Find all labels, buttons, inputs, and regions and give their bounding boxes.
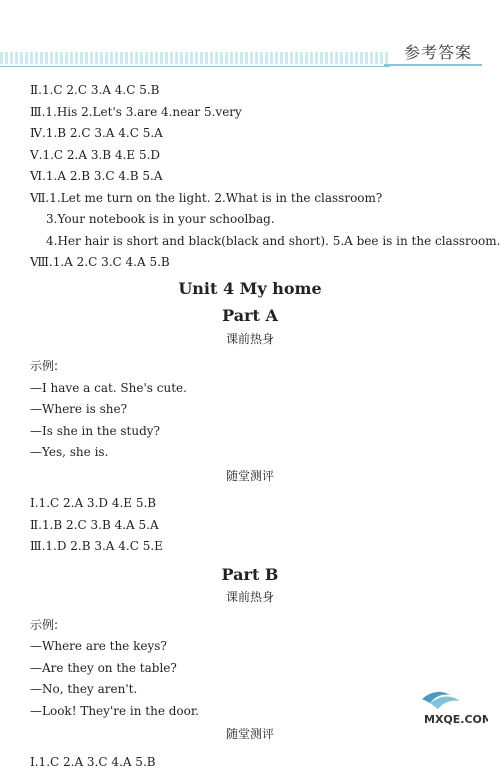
answer-line: 4.Her hair is short and black(black and short). 5.A bee is in the classroom. [30,231,470,253]
answer-content [30,80,470,773]
answer-line: Ⅳ.1.B 2.C 3.A 4.C 5.A [30,123,470,145]
answer-line: Ⅵ.1.A 2.B 3.C 4.B 5.A [30,166,470,188]
dialogue-line: —No, they aren't. [30,679,470,701]
header-title-rule [384,64,482,66]
part-a-title: Part A [30,305,470,327]
part-b-title: Part B [30,564,470,586]
page-header [0,0,500,72]
answer-line: Ⅰ.1.C 2.A 3.C 4.A 5.B [30,752,470,773]
dialogue-line: —Are they on the table? [30,658,470,680]
answer-line: Ⅲ.1.His 2.Let's 3.are 4.near 5.very [30,102,470,124]
dialogue-line: —I have a cat. She's cute. [30,378,470,400]
answer-line: Ⅲ.1.D 2.B 3.A 4.C 5.E [30,536,470,558]
header-title: 参考答案 [404,40,472,63]
answer-line: Ⅱ.1.B 2.C 3.B 4.A 5.A [30,515,470,537]
answer-line: Ⅶ.1.Let me turn on the light. 2.What is in the classroom? [30,188,470,210]
answer-line: 3.Your notebook is in your schoolbag. [30,209,470,231]
answer-line: Ⅷ.1.A 2.C 3.C 4.A 5.B [30,252,470,274]
dialogue-line: —Look! They're in the door. [30,701,470,723]
answer-line: Ⅱ.1.C 2.C 3.A 4.C 5.B [30,80,470,102]
part-a-test-title: 随堂测评 [30,466,470,488]
part-a-warmup-title: 课前热身 [30,329,470,351]
dialogue-line: —Where is she? [30,399,470,421]
watermark-logo [416,685,488,727]
answer-line: Ⅰ.1.C 2.A 3.D 4.E 5.B [30,493,470,515]
unit-title: Unit 4 My home [30,278,470,300]
part-b-test-title: 随堂测评 [30,724,470,746]
header-band [0,52,390,64]
dialogue-line: —Yes, she is. [30,442,470,464]
header-rule [0,66,390,67]
watermark-text: MXQE.COM [424,713,488,726]
dialogue-line: —Is she in the study? [30,421,470,443]
part-a-example-label: 示例: [30,356,470,378]
dialogue-line: —Where are the keys? [30,636,470,658]
answer-line: Ⅴ.1.C 2.A 3.B 4.E 5.D [30,145,470,167]
part-b-warmup-title: 课前热身 [30,587,470,609]
part-b-example-label: 示例: [30,615,470,637]
